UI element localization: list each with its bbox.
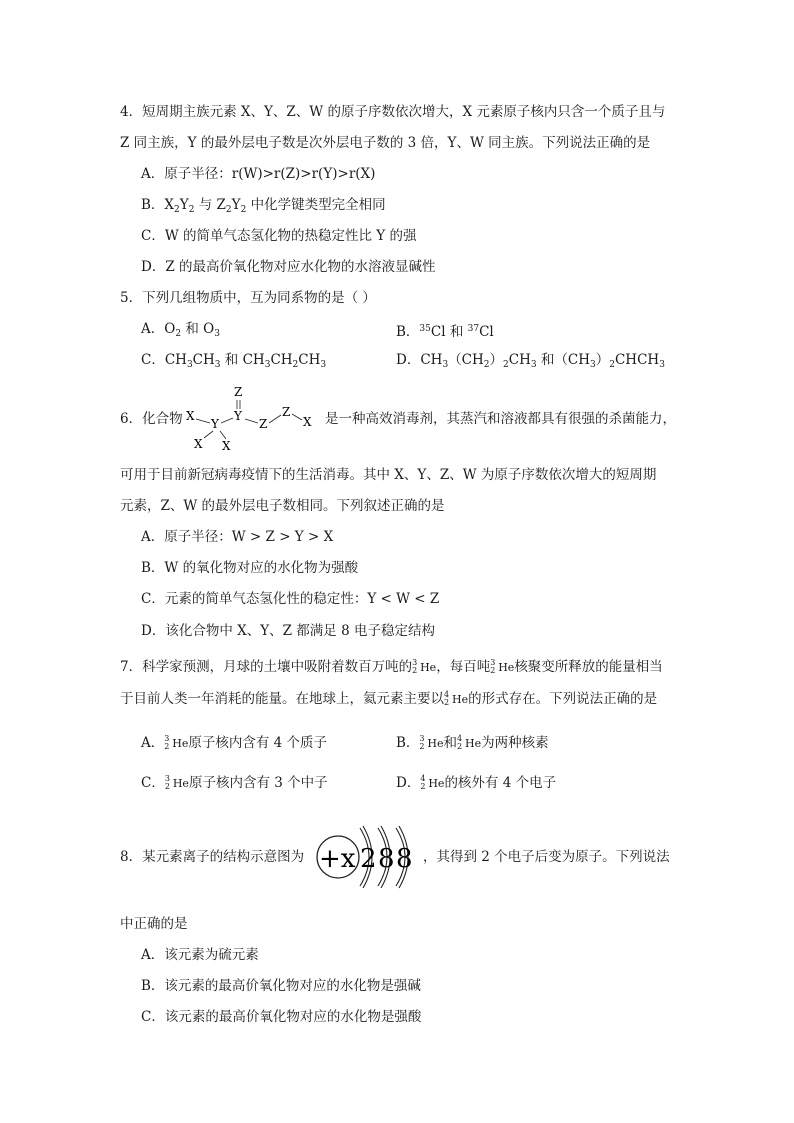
- q4-option-b: B．$X_2Y_2$ 与 $Z_2Y_2$ 中化学键类型完全相同: [141, 197, 386, 215]
- q6-stem-suffix: 是一种高效消毒剂，其蒸汽和溶液都具有很强的杀菌能力，: [325, 411, 676, 427]
- nuclide-he4-label: 4 2: [444, 690, 450, 707]
- q7-option-b: B． 3 2 He和 4 2 He为两种核素: [396, 734, 549, 751]
- q5-option-b: B．$^{35}$Cl 和 $^{37}$Cl: [396, 324, 494, 340]
- shell-2-electrons: 8: [378, 844, 395, 874]
- q8-option-b: B．该元素的最高价氧化物对应的水化物是强碱: [141, 978, 421, 994]
- nucleus-charge: +x: [319, 844, 356, 874]
- q6-option-b: B．W 的氧化物对应的水化物为强酸: [141, 560, 359, 576]
- q6-structure-diagram: [184, 382, 322, 452]
- q5-stem: 5．下列几组物质中，互为同系物的是（ ）: [120, 290, 376, 306]
- shell-3-electrons: 8: [396, 844, 413, 874]
- structure-atom-x-bottom2: X: [222, 439, 231, 452]
- q8-stem-suffix: ，其得到 2 个电子后变为原子。下列说法: [423, 849, 670, 865]
- q8-stem-line2: 中正确的是: [120, 916, 188, 932]
- structure-atom-z-top: Z: [234, 385, 243, 399]
- structure-atom-x-right: X: [303, 415, 312, 429]
- structure-atom-z2: Z: [259, 417, 268, 431]
- nuclide-he4-label: 4 2: [420, 774, 426, 791]
- q7-stem-line1: 7．科学家预测，月球的土壤中吸附着数百万吨的 3 2 He，每百吨 3 2 He核聚变所释放的能量相当: [120, 658, 663, 675]
- structure-atom-y2: Y: [234, 409, 242, 423]
- q6-option-c: C．元素的简单气态氢化性的稳定性：Y < W < Z: [141, 591, 440, 607]
- structure-atom-y1: Y: [211, 417, 219, 431]
- q7-option-c: C． 3 2 He原子核内含有 3 个中子: [141, 774, 328, 791]
- nuclide-he4-label: 4 2: [457, 734, 463, 751]
- q4-option-a: A．原子半径：r(W)>r(Z)>r(Y)>r(X): [141, 166, 376, 182]
- q5-option-d: D．$CH_3(CH_2)_2CH_3$ 和$(CH_3)_2CHCH_3$: [396, 352, 665, 370]
- q4-stem-line2: Z 同主族，Y 的最外层电子数是次外层电子数的 3 倍，Y、W 同主族。下列说法正确的是: [120, 135, 651, 151]
- q4-stem-line1: 4．短周期主族元素 X、Y、Z、W 的原子序数依次增大，X 元素原子核内只含一个质子且与: [120, 104, 666, 120]
- shell-1-electrons: 2: [360, 844, 377, 874]
- structure-atom-z3: Z: [282, 405, 291, 419]
- q7-option-a: A． 3 2 He原子核内含有 4 个质子: [141, 734, 328, 751]
- nuclide-he3-label: 3 2: [419, 734, 425, 751]
- nuclide-he3-label: 3 2: [412, 658, 418, 675]
- q4-option-c: C．W 的简单气态氢化物的热稳定性比 Y 的强: [141, 228, 417, 244]
- q7-option-d: D． 4 2 He的核外有 4 个电子: [396, 774, 557, 791]
- q6-option-a: A．原子半径：W > Z > Y > X: [141, 529, 334, 545]
- q5-option-c: C．$CH_3CH_3$ 和 $CH_3CH_2CH_3$: [141, 352, 327, 370]
- structure-atom-x-bottom1: X: [194, 437, 203, 451]
- q8-stem-prefix: 8．某元素离子的结构示意图为: [120, 849, 305, 865]
- q5-option-a: A．$O_2$ 和 $O_3$: [141, 321, 220, 339]
- q8-option-c: C．该元素的最高价氧化物对应的水化物是强酸: [141, 1009, 422, 1025]
- nuclide-he3-label: 3 2: [490, 658, 496, 675]
- structure-atom-x-left: X: [186, 409, 195, 423]
- q6-stem-line2: 可用于目前新冠病毒疫情下的生活消毒。其中 X、Y、Z、W 为原子序数依次增大的短周期: [120, 467, 657, 483]
- q7-stem-line2: 于目前人类一年消耗的能量。在地球上，氦元素主要以 4 2 He的形式存在。下列说法正确的是: [120, 690, 658, 707]
- q6-stem-line3: 元素，Z、W 的最外层电子数相同。下列叙述正确的是: [120, 498, 445, 514]
- q4-option-d: D．Z 的最高价氧化物对应水化物的水溶液显碱性: [141, 259, 436, 275]
- q6-option-d: D．该化合物中 X、Y、Z 都满足 8 电子稳定结构: [141, 623, 435, 639]
- q8-option-a: A．该元素为硫元素: [141, 947, 259, 963]
- nuclide-he3-label: 3 2: [164, 734, 170, 751]
- nuclide-he3-label: 3 2: [164, 774, 170, 791]
- ion-structure-diagram: [312, 822, 420, 892]
- q6-stem-prefix: 6．化合物: [120, 411, 183, 427]
